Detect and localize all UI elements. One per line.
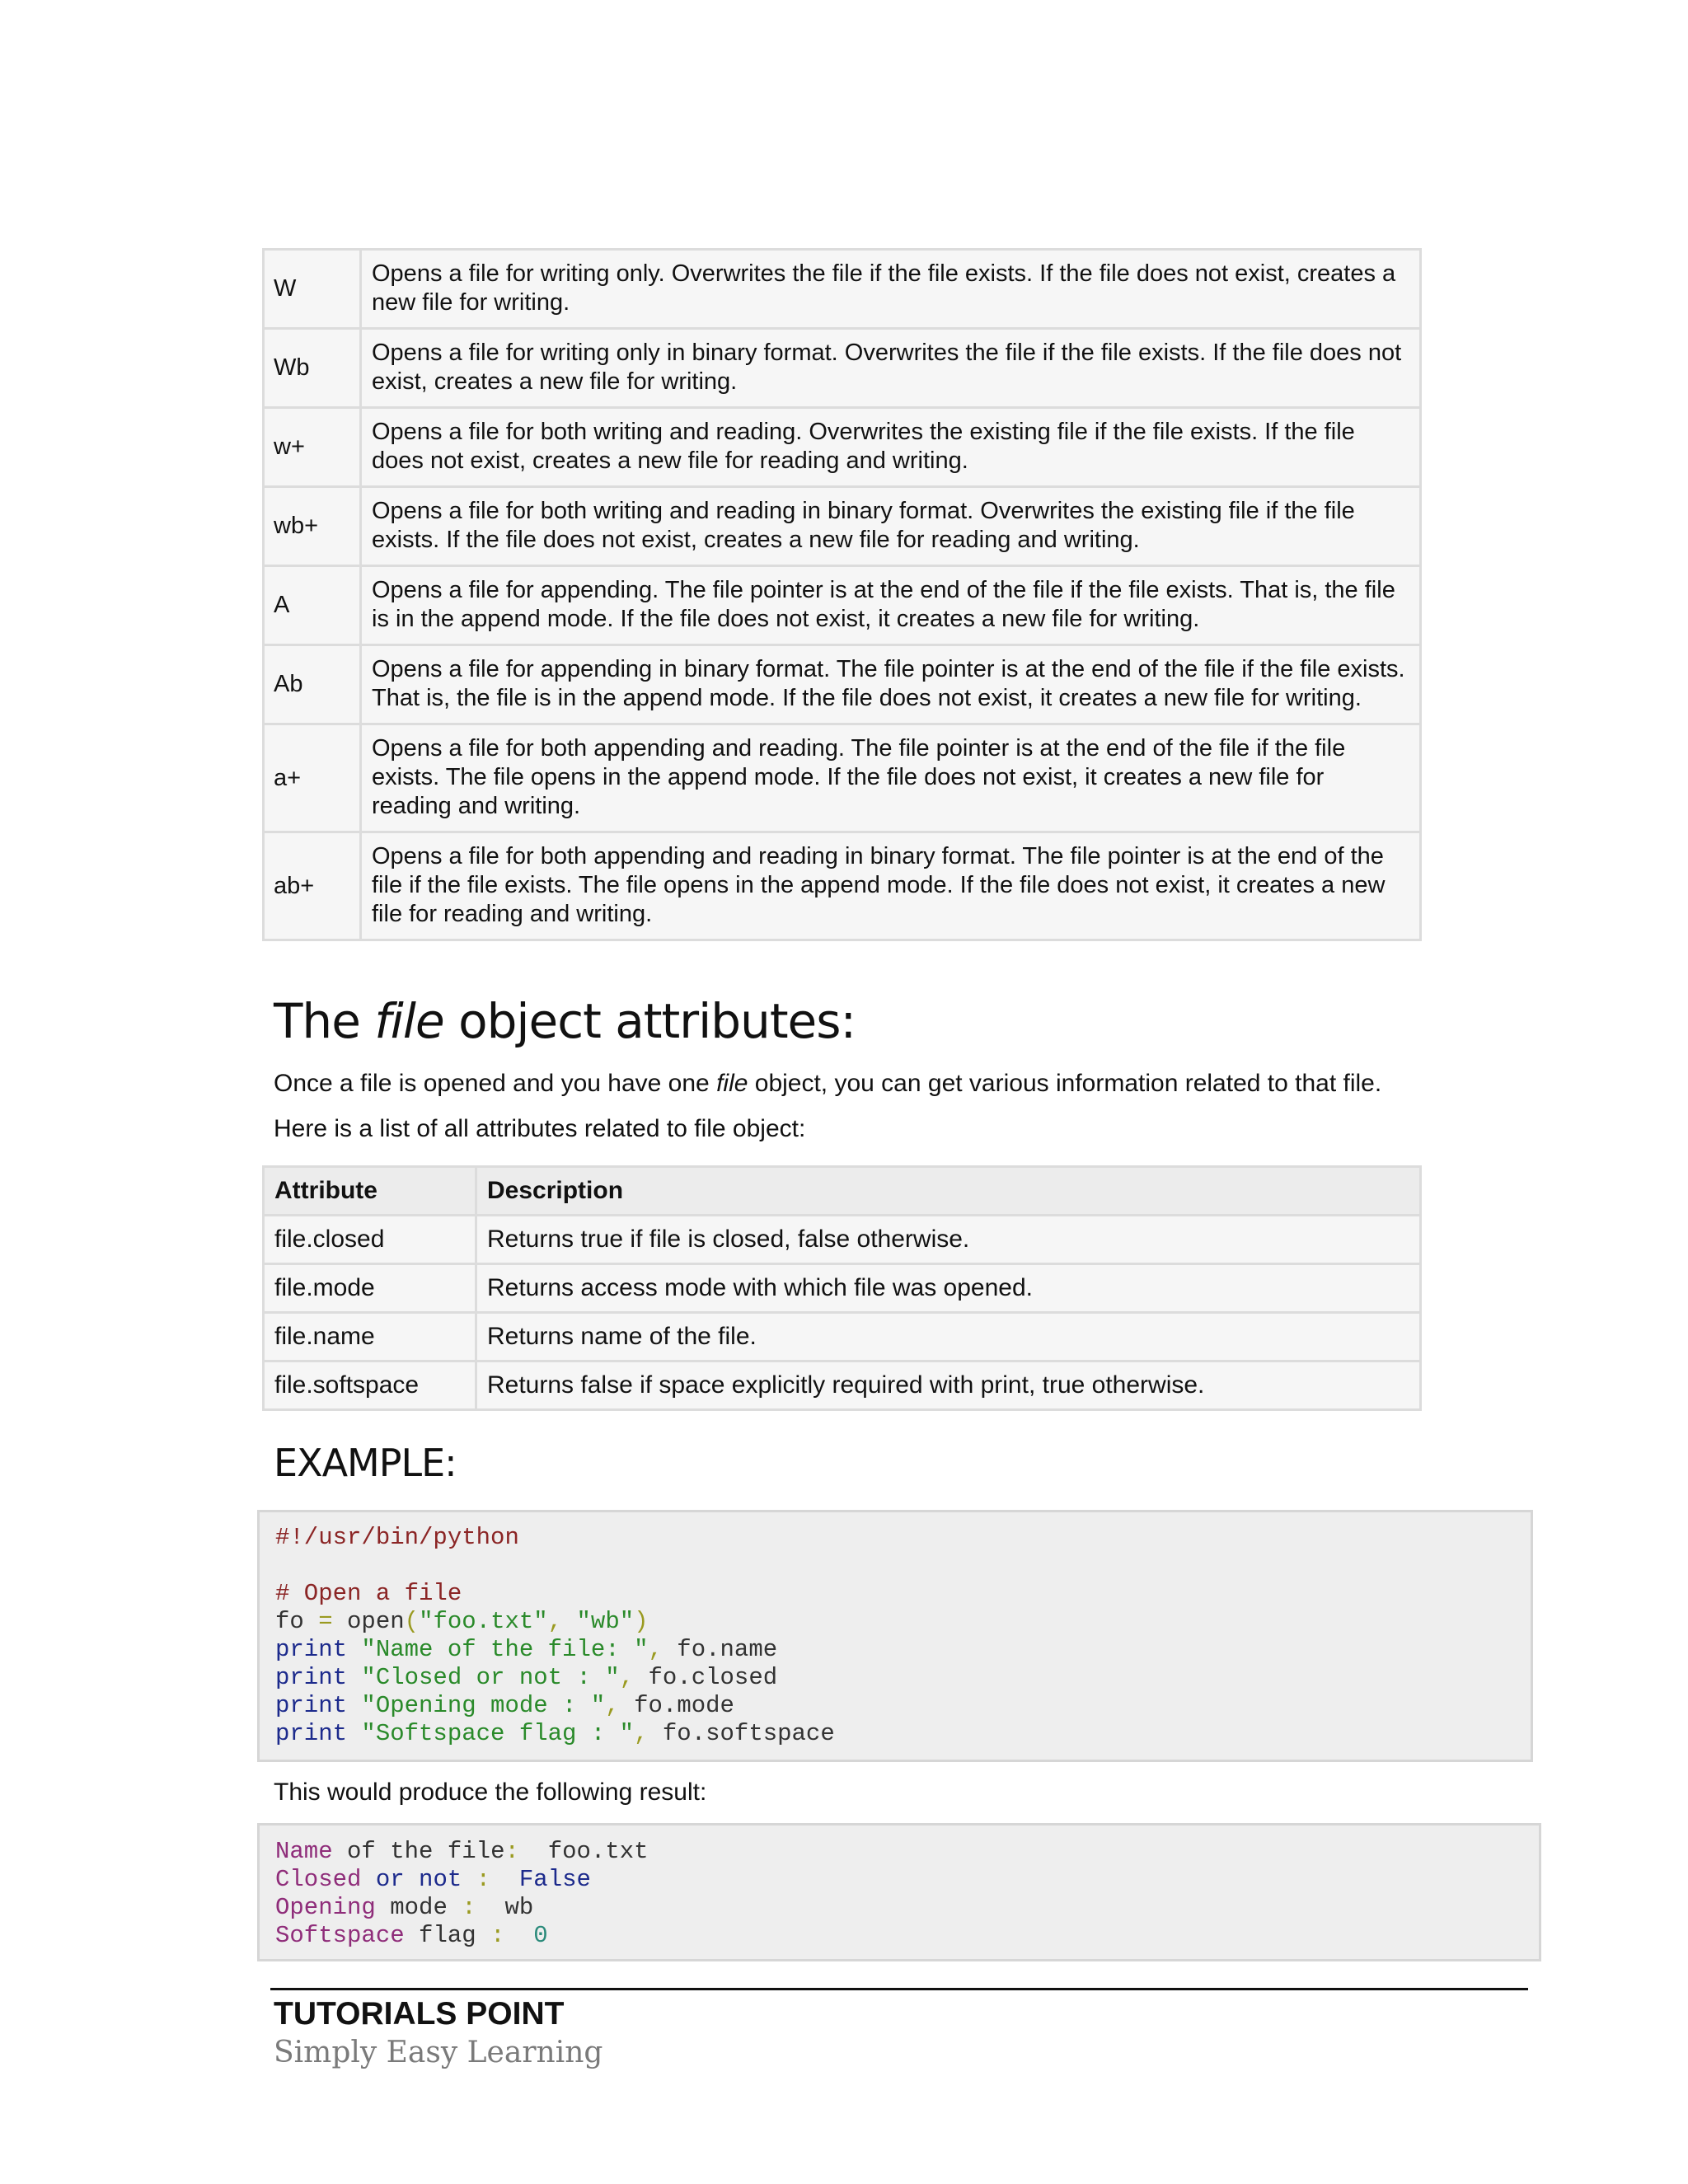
- file-attributes-table: [262, 1165, 1422, 1411]
- footer-title: TUTORIALS POINT: [274, 1996, 565, 2032]
- mode-description-cell: Opens a file for writing only. Overwrites the file if the file exists. If the file does not exist, creates a new file for writing.: [361, 250, 1421, 329]
- code-line: print "Softspace flag : ", fo.softspace: [275, 1720, 835, 1747]
- mode-cell: Wb: [264, 329, 361, 408]
- mode-cell: A: [264, 566, 361, 645]
- mode-description-cell: Opens a file for writing only in binary format. Overwrites the file if the file exists. If the file does not exist, creates a new file for writing.: [361, 329, 1421, 408]
- mode-cell: wb+: [264, 487, 361, 566]
- mode-cell: Ab: [264, 645, 361, 724]
- attribute-cell: file.softspace: [264, 1361, 476, 1410]
- code-line: #!/usr/bin/python: [275, 1524, 519, 1551]
- output-line: Softspace flag : 0: [275, 1922, 548, 1949]
- attribute-cell: file.closed: [264, 1216, 476, 1264]
- table-row: [264, 1361, 1421, 1410]
- table-row: [264, 1216, 1421, 1264]
- mode-description-cell: Opens a file for appending in binary format. The file pointer is at the end of the file if the file exists. That is, the file is in the append mode. If the file does not exist, it creates a new file for writing.: [361, 645, 1421, 724]
- attribute-cell: file.name: [264, 1313, 476, 1361]
- table-header-row: [264, 1167, 1421, 1216]
- table-row: [264, 487, 1421, 566]
- mode-description-cell: Opens a file for both appending and reading in binary format. The file pointer is at the end of the file if the file exists. The file opens in the append mode. If the file does not exist, it creates a new file for reading and writing.: [361, 832, 1421, 940]
- code-line: [275, 1552, 1531, 1580]
- table-row: [264, 329, 1421, 408]
- result-intro-paragraph: This would produce the following result:: [274, 1779, 707, 1806]
- attribute-cell: file.mode: [264, 1264, 476, 1313]
- mode-description-cell: Opens a file for appending. The file pointer is at the end of the file if the file exists. That is, the file is in the append mode. If the file does not exist, it creates a new file for writing.: [361, 566, 1421, 645]
- table-row: [264, 1264, 1421, 1313]
- column-header-attribute: Attribute: [264, 1167, 476, 1216]
- table-row: [264, 645, 1421, 724]
- code-line: # Open a file: [275, 1580, 462, 1607]
- output-line: Opening mode : wb: [275, 1894, 534, 1921]
- mode-cell: W: [264, 250, 361, 329]
- list-intro-paragraph: Here is a list of all attributes related to file object:: [274, 1115, 806, 1142]
- mode-description-cell: Opens a file for both writing and reading. Overwrites the existing file if the file exists. If the file does not exist, creates a new file for reading and writing.: [361, 408, 1421, 487]
- file-modes-table: [262, 248, 1422, 941]
- column-header-description: Description: [476, 1167, 1421, 1216]
- attribute-description-cell: Returns false if space explicitly required with print, true otherwise.: [476, 1361, 1421, 1410]
- intro-paragraph: Once a file is opened and you have one file object, you can get various information related to that file.: [274, 1070, 1382, 1097]
- mode-cell: ab+: [264, 832, 361, 940]
- table-row: [264, 566, 1421, 645]
- output-block: [257, 1823, 1541, 1961]
- attribute-description-cell: Returns access mode with which file was opened.: [476, 1264, 1421, 1313]
- mode-cell: w+: [264, 408, 361, 487]
- table-row: [264, 250, 1421, 329]
- table-row: [264, 832, 1421, 940]
- footer-divider: [270, 1988, 1528, 1990]
- output-line: Closed or not : False: [275, 1866, 591, 1893]
- code-block: [257, 1510, 1533, 1762]
- code-line: print "Closed or not : ", fo.closed: [275, 1664, 778, 1691]
- code-line: print "Name of the file: ", fo.name: [275, 1636, 778, 1663]
- table-row: [264, 1313, 1421, 1361]
- attribute-description-cell: Returns true if file is closed, false otherwise.: [476, 1216, 1421, 1264]
- output-line: Name of the file: foo.txt: [275, 1838, 649, 1865]
- code-line: fo = open("foo.txt", "wb"): [275, 1608, 649, 1635]
- section-heading: The file object attributes:: [274, 993, 856, 1049]
- mode-description-cell: Opens a file for both appending and reading. The file pointer is at the end of the file if the file exists. The file opens in the append mode. If the file does not exist, it creates a new file for reading and writing.: [361, 724, 1421, 832]
- example-heading: EXAMPLE:: [274, 1441, 457, 1485]
- code-line: print "Opening mode : ", fo.mode: [275, 1692, 734, 1719]
- attribute-description-cell: Returns name of the file.: [476, 1313, 1421, 1361]
- table-row: [264, 408, 1421, 487]
- footer-subtitle: Simply Easy Learning: [274, 2036, 603, 2069]
- table-row: [264, 724, 1421, 832]
- mode-cell: a+: [264, 724, 361, 832]
- mode-description-cell: Opens a file for both writing and reading in binary format. Overwrites the existing file if the file exists. If the file does not exist, creates a new file for reading and writing.: [361, 487, 1421, 566]
